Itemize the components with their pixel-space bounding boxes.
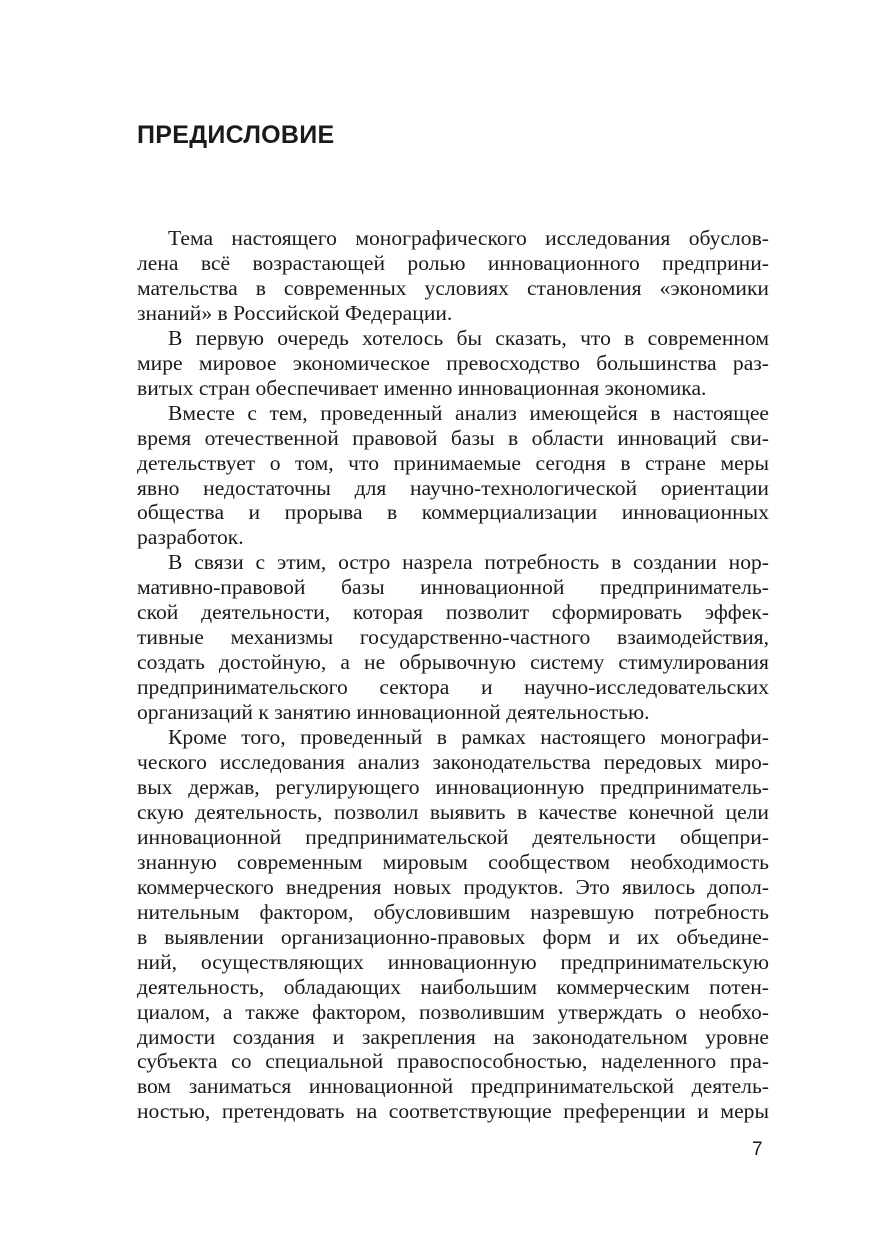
text-line: знанную современным мировым сообществом необходимость xyxy=(137,849,769,874)
text-line: нительным фактором, обусловившим назревшую потребность xyxy=(137,899,769,924)
page-number: 7 xyxy=(752,1139,763,1160)
text-line: ской деятельности, которая позволит сформировать эффек- xyxy=(137,600,769,625)
text-line: лена всё возрастающей ролью инновационного предприни- xyxy=(137,250,769,275)
text-line: мире мировое экономическое превосходство большинства раз- xyxy=(137,350,769,375)
text-line: ностью, претендовать на соответствующие преференции и меры xyxy=(137,1099,769,1124)
text-line: предпринимательского сектора и научно-исследовательских xyxy=(137,675,769,700)
text-line: В первую очередь хотелось бы сказать, что в современном xyxy=(168,325,769,350)
text-line: разработок. xyxy=(137,525,244,550)
text-line: ний, осуществляющих инновационную предпринимательскую xyxy=(137,949,769,974)
text-line: инновационной предпринимательской деятельности общепри- xyxy=(137,824,769,849)
paragraph xyxy=(137,725,769,1124)
paragraph xyxy=(137,550,769,725)
text-line: общества и прорыва в коммерциализации инновационных xyxy=(137,500,769,525)
text-line: в выявлении организационно-правовых форм и их объедине- xyxy=(137,924,769,949)
text-line: вом заниматься инновационной предпринимательской деятель- xyxy=(137,1074,769,1099)
text-line: организаций к занятию инновационной деятельностью. xyxy=(137,700,650,725)
text-line: димости создания и закрепления на законодательном уровне xyxy=(137,1024,769,1049)
text-line: время отечественной правовой базы в области инноваций сви- xyxy=(137,425,769,450)
text-line: тивные механизмы государственно-частного взаимодействия, xyxy=(137,625,769,650)
text-line: ческого исследования анализ законодательства передовых миро- xyxy=(137,750,769,775)
text-line: детельствует о том, что принимаемые сегодня в стране меры xyxy=(137,450,769,475)
paragraph xyxy=(137,326,769,401)
paragraph xyxy=(137,401,769,551)
text-line: вых держав, регулирующего инновационную предприниматель- xyxy=(137,774,769,799)
text-line: мативно-правовой базы инновационной предприниматель- xyxy=(137,575,769,600)
text-line: создать достойную, а не обрывочную систему стимулирования xyxy=(137,650,769,675)
text-line: скую деятельность, позволил выявить в качестве конечной цели xyxy=(137,799,769,824)
chapter-heading: ПРЕДИСЛОВИЕ xyxy=(137,121,335,149)
text-line: явно недостаточны для научно-технологической ориентации xyxy=(137,475,769,500)
paragraph xyxy=(137,226,769,326)
text-line: Кроме того, проведенный в рамках настоящего монографи- xyxy=(168,725,769,750)
text-line: циалом, а также фактором, позволившим утверждать о необхо- xyxy=(137,999,769,1024)
text-line: знаний» в Российской Федерации. xyxy=(137,300,453,325)
body-text xyxy=(137,226,769,1124)
text-line: Вместе с тем, проведенный анализ имеющейся в настоящее xyxy=(168,400,769,425)
text-line: субъекта со специальной правоспособностью, наделенного пра- xyxy=(137,1049,769,1074)
text-line: деятельность, обладающих наибольшим коммерческим потен- xyxy=(137,974,769,999)
text-line: В связи с этим, остро назрела потребность в создании нор- xyxy=(168,550,769,575)
text-line: витых стран обеспечивает именно инновационная экономика. xyxy=(137,375,707,400)
text-line: Тема настоящего монографического исследования обуслов- xyxy=(168,226,769,250)
text-line: коммерческого внедрения новых продуктов. Это явилось допол- xyxy=(137,874,769,899)
text-line: мательства в современных условиях становления «экономики xyxy=(137,275,769,300)
